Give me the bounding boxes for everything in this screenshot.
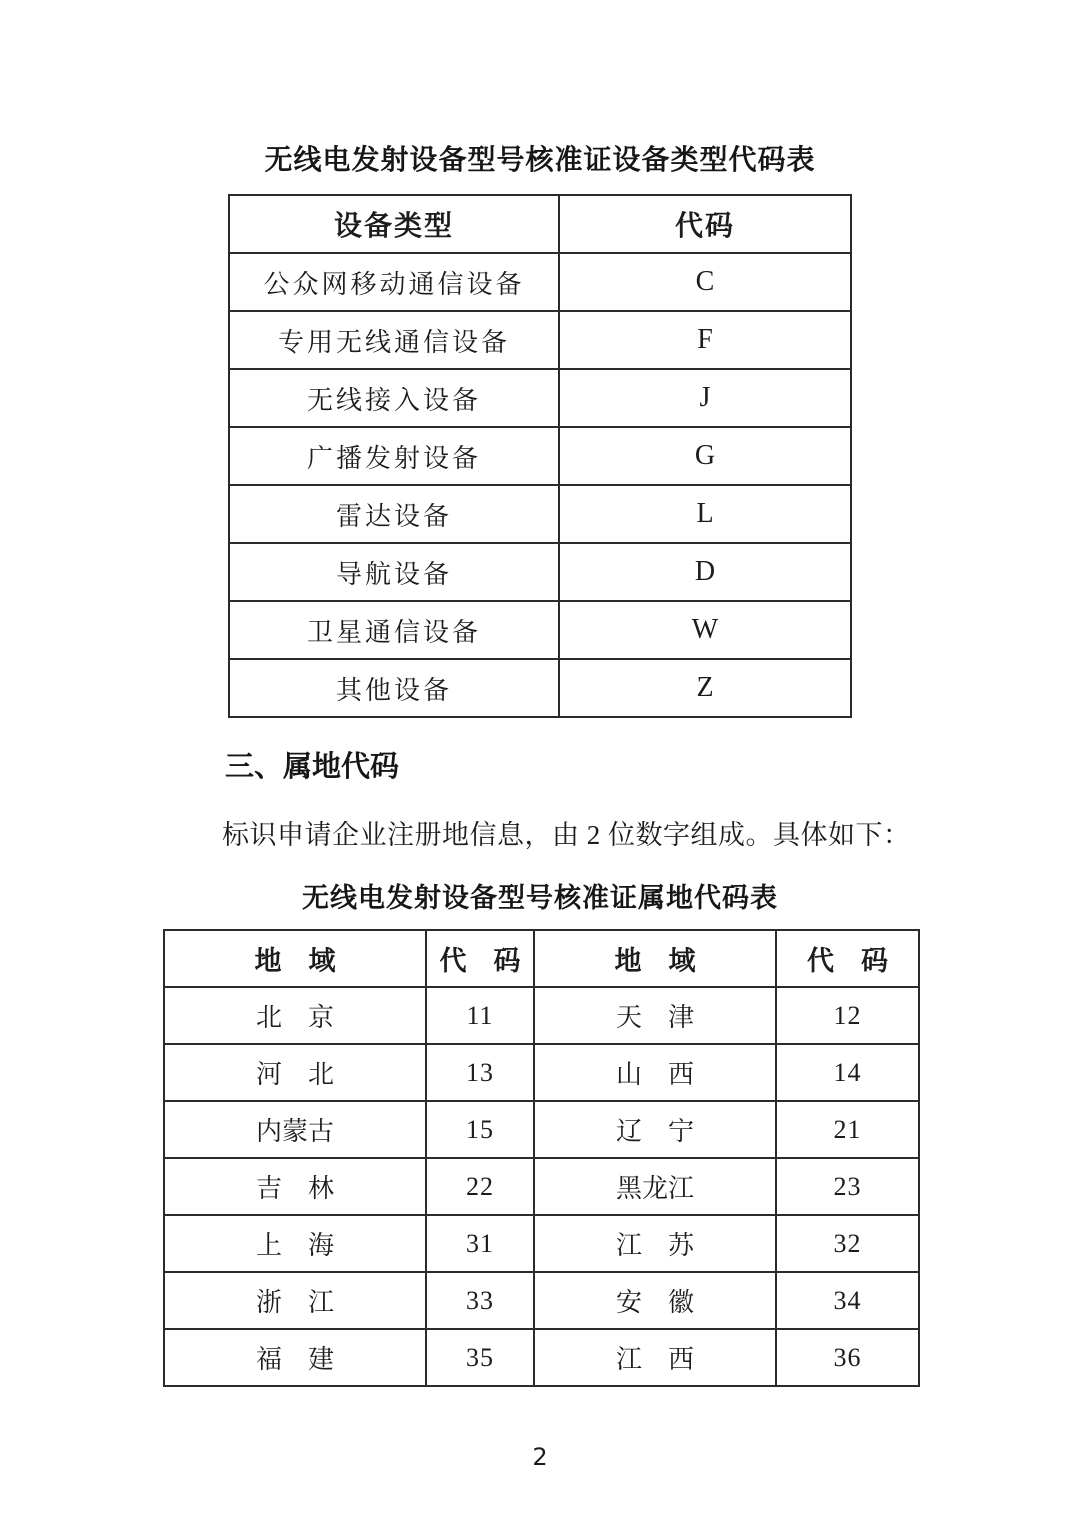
region-cell: 吉 林 bbox=[164, 1158, 426, 1215]
table-row bbox=[229, 543, 851, 601]
device-code-cell: L bbox=[559, 485, 851, 543]
device-type-cell: 导航设备 bbox=[229, 543, 559, 601]
region-cell: 天 津 bbox=[534, 987, 776, 1044]
region-cell: 上 海 bbox=[164, 1215, 426, 1272]
table-row bbox=[164, 987, 919, 1044]
region-cell: 江 苏 bbox=[534, 1215, 776, 1272]
device-type-cell: 公众网移动通信设备 bbox=[229, 253, 559, 311]
table-row bbox=[229, 485, 851, 543]
page-number: 2 bbox=[532, 1443, 548, 1471]
table-row bbox=[164, 1215, 919, 1272]
region-code-cell: 33 bbox=[426, 1272, 534, 1329]
region-code-cell: 11 bbox=[426, 987, 534, 1044]
device-type-cell: 卫星通信设备 bbox=[229, 601, 559, 659]
device-code-cell: G bbox=[559, 427, 851, 485]
region-cell: 江 西 bbox=[534, 1329, 776, 1386]
region-code-cell: 36 bbox=[776, 1329, 919, 1386]
device-type-cell: 雷达设备 bbox=[229, 485, 559, 543]
table-row bbox=[164, 1272, 919, 1329]
region-table-header-row bbox=[164, 930, 919, 987]
device-type-cell: 其他设备 bbox=[229, 659, 559, 717]
table-row bbox=[164, 1044, 919, 1101]
region-cell: 内蒙古 bbox=[164, 1101, 426, 1158]
region-code-cell: 15 bbox=[426, 1101, 534, 1158]
device-table-header-row bbox=[229, 195, 851, 253]
region-cell: 北 京 bbox=[164, 987, 426, 1044]
table-row bbox=[229, 601, 851, 659]
device-type-cell: 广播发射设备 bbox=[229, 427, 559, 485]
code-header: 代 码 bbox=[426, 930, 534, 987]
device-table-title: 无线电发射设备型号核准证设备类型代码表 bbox=[264, 144, 816, 175]
region-cell: 浙 江 bbox=[164, 1272, 426, 1329]
region-code-cell: 31 bbox=[426, 1215, 534, 1272]
region-code-cell: 34 bbox=[776, 1272, 919, 1329]
region-header: 地 域 bbox=[534, 930, 776, 987]
region-code-cell: 13 bbox=[426, 1044, 534, 1101]
table-row bbox=[229, 253, 851, 311]
region-cell: 河 北 bbox=[164, 1044, 426, 1101]
device-type-cell: 无线接入设备 bbox=[229, 369, 559, 427]
device-type-header: 设备类型 bbox=[229, 195, 559, 253]
device-code-header: 代码 bbox=[559, 195, 851, 253]
region-code-cell: 14 bbox=[776, 1044, 919, 1101]
region-cell: 安 徽 bbox=[534, 1272, 776, 1329]
device-code-cell: Z bbox=[559, 659, 851, 717]
region-code-cell: 23 bbox=[776, 1158, 919, 1215]
device-code-cell: F bbox=[559, 311, 851, 369]
section-paragraph: 标识申请企业注册地信息，由 2 位数字组成。具体如下： bbox=[222, 820, 911, 850]
device-code-cell: W bbox=[559, 601, 851, 659]
device-type-code-table bbox=[228, 194, 852, 718]
section-heading: 三、属地代码 bbox=[225, 751, 400, 783]
device-code-cell: J bbox=[559, 369, 851, 427]
code-header: 代 码 bbox=[776, 930, 919, 987]
table-row bbox=[229, 659, 851, 717]
region-code-cell: 32 bbox=[776, 1215, 919, 1272]
table-row bbox=[164, 1101, 919, 1158]
table-row bbox=[229, 369, 851, 427]
region-header: 地 域 bbox=[164, 930, 426, 987]
region-cell: 山 西 bbox=[534, 1044, 776, 1101]
region-code-cell: 22 bbox=[426, 1158, 534, 1215]
device-code-cell: C bbox=[559, 253, 851, 311]
table-row bbox=[164, 1158, 919, 1215]
table-row bbox=[229, 427, 851, 485]
region-cell: 黑龙江 bbox=[534, 1158, 776, 1215]
region-code-table bbox=[163, 929, 920, 1387]
region-code-cell: 21 bbox=[776, 1101, 919, 1158]
table-row bbox=[229, 311, 851, 369]
region-code-cell: 35 bbox=[426, 1329, 534, 1386]
region-cell: 福 建 bbox=[164, 1329, 426, 1386]
device-type-cell: 专用无线通信设备 bbox=[229, 311, 559, 369]
region-code-cell: 12 bbox=[776, 987, 919, 1044]
region-cell: 辽 宁 bbox=[534, 1101, 776, 1158]
region-table-title: 无线电发射设备型号核准证属地代码表 bbox=[302, 883, 778, 913]
device-code-cell: D bbox=[559, 543, 851, 601]
table-row bbox=[164, 1329, 919, 1386]
